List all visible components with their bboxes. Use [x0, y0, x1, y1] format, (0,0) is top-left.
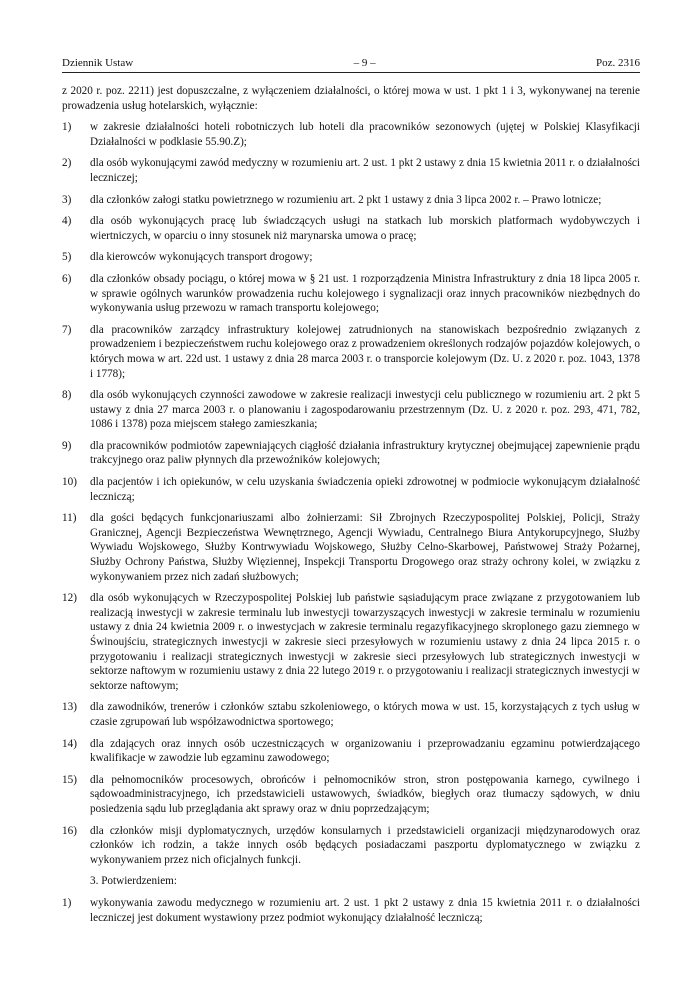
list-item-text: dla kierowców wykonujących transport drogowy;: [90, 251, 313, 264]
list-item: [62, 439, 640, 468]
list-item: [62, 896, 640, 925]
list-item: [62, 773, 640, 817]
document-body: [62, 84, 640, 925]
list-item: [62, 156, 640, 185]
list-item-number: 2): [62, 157, 72, 170]
list-item: [62, 475, 640, 504]
list-item: [62, 511, 640, 584]
list-item-text: dla pełnomocników procesowych, obrońców i pełnomocników stron, stron postępowania karnego, cywilnego i sądowoadministracyjnego, ich przedstawicieli ustawowych, świadków, biegłych oraz tłumaczy sądowych, w dniu posiedzenia sądu lub przeglądania akt sprawy oraz w dniu poprzedzającym;: [90, 773, 640, 815]
list-item: [62, 323, 640, 381]
list-item-number: 16): [62, 824, 77, 837]
list-item-text: dla gości będących funkcjonariuszami albo żołnierzami: Sił Zbrojnych Rzeczypospolitej Polskiej, Policji, Straży Granicznej, Agencji Bezpieczeństwa Wewnętrznego, Agencji Wywiadu, Centralnego Biura Antykorupcyjnego, Służby Wywiadu Wojskowego, Służby Kontrwywiadu Wojskowego, Służby Celno-Skarbowej, Państwowej Straży Pożarnej, Służby Ochrony Państwa, Służby Więziennej, Inspekcji Transportu Drogowego oraz straży ochrony kolei, w związku z wykonywaniem przez nich zadań służbowych;: [90, 512, 640, 583]
list-item-text: dla pracowników podmiotów zapewniających ciągłość działania infrastruktury krytycznej obejmującej zapewnienie prądu trakcyjnego oraz paliw płynnych dla przewoźników kolejowych;: [90, 439, 640, 467]
list-item: [62, 591, 640, 693]
list-item-number: 14): [62, 737, 77, 750]
list-item-number: 3): [62, 193, 72, 206]
list-item: [62, 120, 640, 149]
list-item-text: dla zdających oraz innych osób uczestniczących w organizowaniu i przeprowadzaniu egzaminu potwierdzającego kwalifikacje w zawodzie lub egzaminu zawodowego;: [90, 737, 640, 765]
list-item-number: 12): [62, 592, 77, 605]
list-item-number: 13): [62, 701, 77, 714]
list-item-number: 4): [62, 215, 72, 228]
list-item-text: w zakresie działalności hoteli robotniczych lub hoteli dla pracowników sezonowych (ujętej w Polskiej Klasyfikacji Działalności w podklasie 55.90.Z);: [90, 121, 640, 148]
list-item: [62, 737, 640, 766]
list-item-number: 15): [62, 773, 77, 786]
list-item-number: 1): [62, 121, 72, 134]
list-item-number: 10): [62, 476, 77, 489]
list-item-text: dla zawodników, trenerów i członków sztabu szkoleniowego, o których mowa w ust. 15, korzystających z tych usług w czasie zgrupowań lub współzawodnictwa sportowego;: [90, 701, 640, 728]
list-confirmation: [62, 896, 640, 925]
list-item: [62, 214, 640, 243]
list-item-number: 6): [62, 272, 72, 285]
list-item-text: dla osób wykonujących pracę lub świadczących usługi na statkach lub morskich platformach wydobywczych i wiertniczych, w oparciu o inny stosunek niż marynarska umowa o pracę;: [90, 215, 640, 242]
list-item-text: dla członków obsady pociągu, o której mowa w § 21 ust. 1 rozporządzenia Ministra Infrastruktury z dnia 18 lipca 2005 r. w sprawie ogólnych warunków prowadzenia ruchu kolejowego i sygnalizacji oraz innych pracowników niezbędnych do wykonywania usług przewozu w ramach transportu kolejowego;: [90, 272, 640, 315]
intro-paragraph: z 2020 r. poz. 2211) jest dopuszczalne, z wyłączeniem działalności, o której mowa w ust. 1 pkt 1 i 3, wykonywanej na terenie prowadzenia usług hotelarskich, wyłącznie:: [62, 85, 640, 112]
list-item-text: dla osób wykonujących w Rzeczypospolitej Polskiej lub państwie sąsiadującym prace związane z przygotowaniem lub realizacją inwestycji w zakresie terminalu lub inwestycji towarzyszących inwestycji w zakresie terminalu w rozumieniu ustawy z dnia 24 kwietnia 2009 r. o inwestycjach w zakresie terminalu regazyfikacyjnego skroplonego gazu ziemnego w Świnoujściu, strategicznych inwestycji w zakresie sieci przesyłowych w rozumieniu ustawy z dnia 24 lipca 2015 r. o przygotowaniu i realizacji strategicznych inwestycji w zakresie sieci przesyłowych lub strategicznych inwestycji w sektorze naftowym w rozumieniu ustawy z dnia 22 lutego 2019 r. o przygotowaniu i realizacji strategicznych inwestycji w sektorze naftowym;: [90, 592, 640, 692]
list-item-number: 11): [62, 512, 77, 525]
list-item-number: 9): [62, 439, 72, 452]
list-item-text: dla osób wykonujących czynności zawodowe w zakresie realizacji inwestycji celu publicznego w rozumieniu art. 2 pkt 5 ustawy z dnia 27 marca 2003 r. o planowaniu i zagospodarowaniu przestrzennym (Dz. U. z 2020 r. poz. 293, 471, 782, 1086 i 1378) poza miejscem stałego zamieszkania;: [90, 389, 640, 431]
list-item: [62, 700, 640, 729]
list-item-number: 1): [62, 896, 72, 909]
list-item-text: wykonywania zawodu medycznego w rozumieniu art. 2 ust. 1 pkt 2 ustawy z dnia 15 kwietnia 2011 r. o działalności leczniczej jest dokument wystawiony przez podmiot wykonujący działalność leczniczą;: [90, 896, 640, 924]
list-item: [62, 193, 640, 208]
subsection-heading: 3. Potwierdzeniem:: [90, 875, 177, 888]
list-item-number: 8): [62, 389, 72, 402]
document-page: [62, 56, 640, 932]
page-number: – 9 –: [353, 57, 376, 69]
list-item-text: dla członków misji dyplomatycznych, urzędów konsularnych i przedstawicieli organizacji międzynarodowych oraz członków ich rodzin, a także innych osób będących posiadaczami paszportu dyplomatycznego w związku z wykonywaniem przez nich oficjalnych funkcji.: [90, 824, 640, 866]
journal-title: Dziennik Ustaw: [62, 57, 134, 69]
list-item-text: dla pracowników zarządcy infrastruktury kolejowej zatrudnionych na stanowiskach bezpośrednio związanych z prowadzeniem i bezpieczeństwem ruchu kolejowego oraz z prowadzeniem określonych rodzajów pojazdów kolejowych, o których mowa w art. 22d ust. 1 ustawy z dnia 28 marca 2003 r. o transporcie kolejowym (Dz. U. z 2020 r. poz. 1043, 1378 i 1778);: [90, 323, 640, 380]
list-item-number: 7): [62, 323, 72, 336]
list-item: [62, 388, 640, 432]
list-item: [62, 824, 640, 868]
page-header: [62, 56, 640, 73]
list-item-number: 5): [62, 251, 72, 264]
list-item: [62, 250, 640, 265]
list-item: [62, 272, 640, 316]
list-item-text: dla pacjentów i ich opiekunów, w celu uzyskania świadczenia opieki zdrowotnej w podmiocie wykonującym działalność leczniczą;: [90, 476, 640, 503]
position-number: Poz. 2316: [596, 57, 640, 69]
list-item-text: dla osób wykonującymi zawód medyczny w rozumieniu art. 2 ust. 1 pkt 2 ustawy z dnia 15 kwietnia 2011 r. o działalności leczniczej;: [90, 157, 640, 184]
list-item-text: dla członków załogi statku powietrznego w rozumieniu art. 2 pkt 1 ustawy z dnia 3 lipca 2002 r. – Prawo lotnicze;: [90, 193, 602, 206]
list-main: [62, 120, 640, 867]
